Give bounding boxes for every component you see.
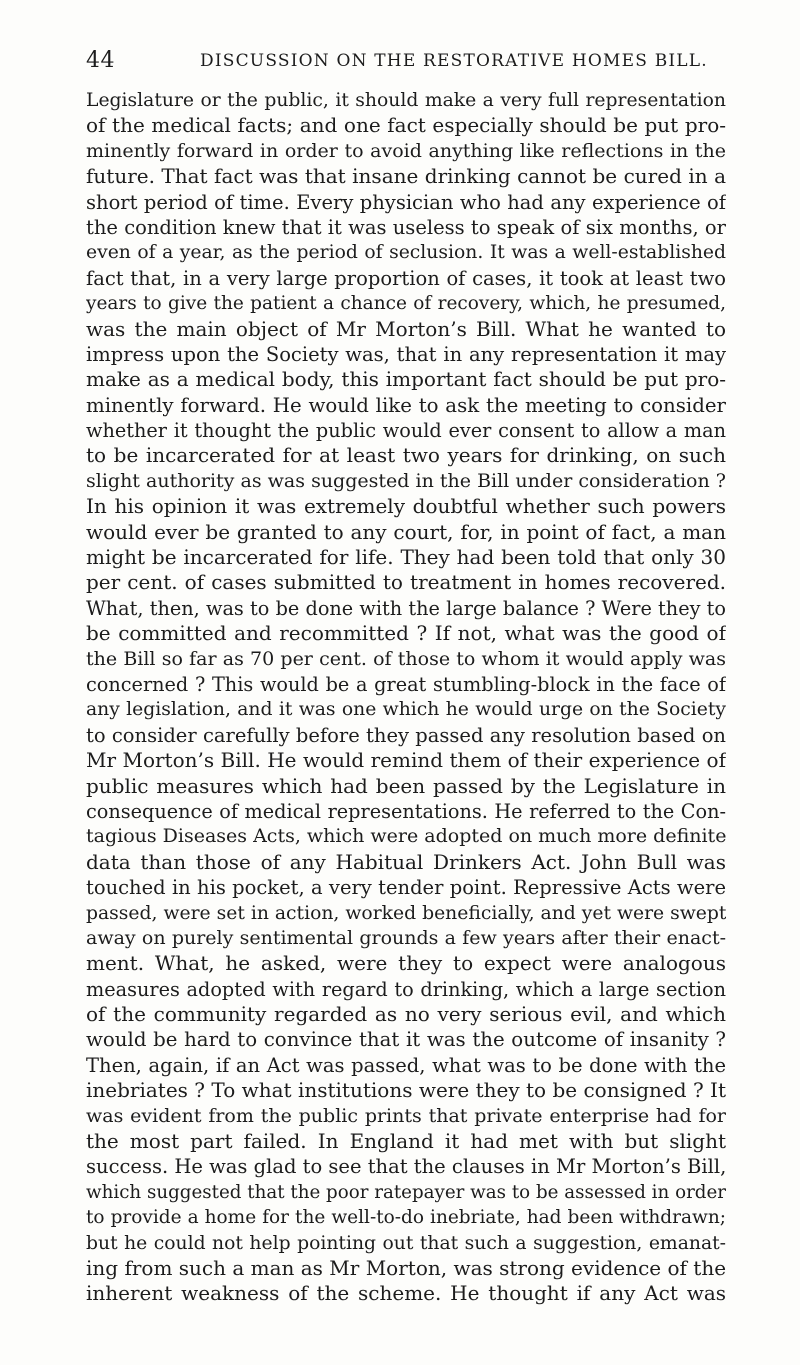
text-line: the most part failed. In England it had met with but slight <box>86 1129 726 1154</box>
text-line: but he could not help pointing out that such a suggestion, emanat- <box>86 1232 726 1254</box>
text-line: Then, again, if an Act was passed, what was to be done with the <box>86 1053 726 1077</box>
text-line: What, then, was to be done with the large balance ? Were they to <box>86 596 726 620</box>
text-line: ing from such a man as Mr Morton, was strong evidence of the <box>86 1255 726 1280</box>
text-line: inherent weakness of the scheme. He thought if any Act was <box>86 1281 726 1306</box>
text-line: be committed and recommitted ? If not, what was the good of <box>86 621 726 646</box>
text-line: was the main object of Mr Morton’s Bill. What he wanted to <box>86 316 726 341</box>
text-line: tagious Diseases Acts, which were adopted on much more definite <box>86 825 726 848</box>
text-line: concerned ? This would be a great stumbling-block in the face of <box>86 672 726 696</box>
text-line: to provide a home for the well-to-do inebriate, had been withdrawn; <box>86 1207 726 1229</box>
text-line: away on purely sentimental grounds a few years after their enact- <box>86 926 726 949</box>
text-line: might be incarcerated for life. They had been told that only 30 <box>86 545 726 570</box>
page-number: 44 <box>86 48 115 73</box>
text-line: fact that, in a very large proportion of cases, it took at least two <box>86 266 726 290</box>
text-line: Mr Morton’s Bill. He would remind them of their experience of <box>86 748 726 773</box>
text-line: of the community regarded as no very serious evil, and which <box>86 1002 726 1027</box>
text-line: years to give the patient a chance of recovery, which, he presumed, <box>86 293 726 315</box>
text-line: minently forward. He would like to ask the meeting to consider <box>86 393 726 417</box>
text-line: success. He was glad to see that the clauses in Mr Morton’s Bill, <box>86 1155 726 1179</box>
text-line: ment. What, he asked, were they to expect were analogous <box>86 951 726 976</box>
text-line: was evident from the public prints that private enterprise had for <box>86 1104 726 1127</box>
text-line: the Bill so far as 70 per cent. of those to whom it would apply was <box>86 647 726 670</box>
text-line: short period of time. Every physician who had any experience of <box>86 190 726 214</box>
text-line: future. That fact was that insane drinking cannot be cured in a <box>86 164 726 189</box>
text-line: Legislature or the public, it should make a very full representation <box>86 90 726 111</box>
text-line: measures adopted with regard to drinking, which a large section <box>86 977 726 1001</box>
text-line: In his opinion it was extremely doubtful whether such powers <box>86 494 726 519</box>
text-line: to consider carefully before they passed any resolution based on <box>86 723 726 747</box>
text-line: would be hard to convince that it was the outcome of insanity ? <box>86 1028 726 1052</box>
text-line: to be incarcerated for at least two years for drinking, on such <box>86 443 726 468</box>
text-line: inebriates ? To what institutions were they to be consigned ? It <box>86 1078 726 1103</box>
text-line: which suggested that the poor ratepayer was to be assessed in order <box>86 1181 726 1203</box>
text-line: slight authority as was suggested in the Bill under consideration ? <box>86 469 726 492</box>
text-line: per cent. of cases submitted to treatment in homes recovered. <box>86 570 726 595</box>
text-line: would ever be granted to any court, for, in point of fact, a man <box>86 519 726 544</box>
text-line: data than those of any Habitual Drinkers Act. John Bull was <box>86 849 726 874</box>
text-line: minently forward in order to avoid anything like reflections in the <box>86 139 726 162</box>
text-line: of the medical facts; and one fact especially should be put pro- <box>86 113 726 138</box>
text-line: touched in his pocket, a very tender point. Repressive Acts were <box>86 876 726 900</box>
text-line: impress upon the Society was, that in any representation it may <box>86 342 726 366</box>
text-line: make as a medical body, this important fact should be put pro- <box>86 367 726 392</box>
text-line: the condition knew that it was useless to speak of six months, or <box>86 215 726 239</box>
text-line: public measures which had been passed by the Legislature in <box>86 773 726 798</box>
page-header <box>86 48 726 78</box>
running-head: DISCUSSION ON THE RESTORATIVE HOMES BILL. <box>200 51 708 71</box>
text-line: any legislation, and it was one which he would urge on the Society <box>86 699 726 721</box>
text-line: consequence of medical representations. He referred to the Con- <box>86 799 726 823</box>
text-line: passed, were set in action, worked beneficially, and yet were swept <box>86 902 726 924</box>
body-text <box>86 88 726 1307</box>
text-line: whether it thought the public would ever consent to allow a man <box>86 419 726 443</box>
text-line: even of a year, as the period of seclusion. It was a well-established <box>86 242 726 264</box>
